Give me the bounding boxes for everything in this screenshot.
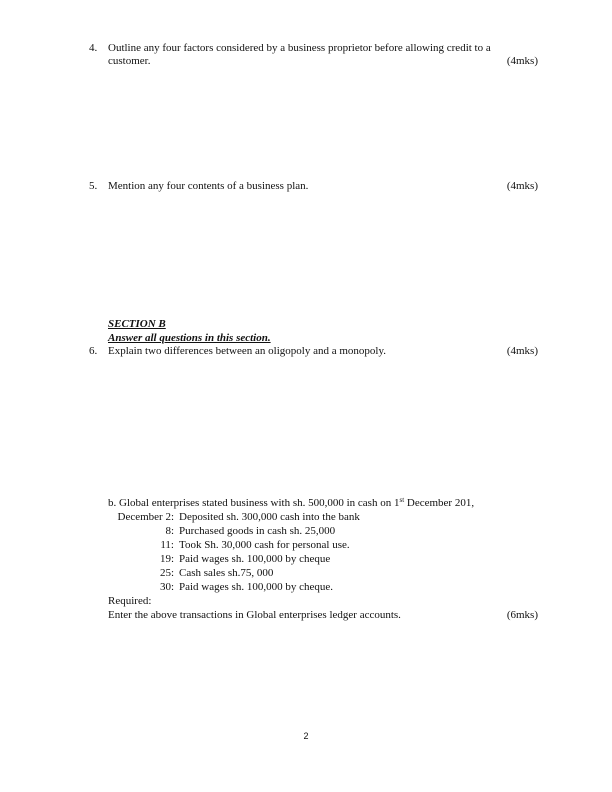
transaction-row — [108, 511, 360, 524]
question-text-continued: customer. — [108, 55, 151, 67]
transaction-row — [108, 539, 350, 552]
transaction-text: Paid wages sh. 100,000 by cheque. — [179, 581, 333, 593]
transaction-text: Deposited sh. 300,000 cash into the bank — [179, 511, 360, 523]
transaction-row — [108, 525, 335, 538]
transaction-date: 11: — [160, 539, 174, 551]
marks-label: (4mks) — [506, 55, 538, 67]
transaction-date: 8: — [165, 525, 174, 537]
transaction-date: 30: — [159, 581, 174, 593]
required-text: Enter the above transactions in Global enterprises ledger accounts. — [108, 609, 401, 621]
transaction-row — [108, 553, 330, 566]
marks-label: (6mks) — [506, 609, 538, 621]
transaction-date: 19: — [159, 553, 174, 565]
intro-text: b. Global enterprises stated business with sh. 500,000 in cash on 1 — [108, 497, 400, 509]
question-number: 5. — [89, 180, 98, 192]
transaction-text: Took Sh. 30,000 cash for personal use. — [179, 539, 350, 551]
required-label: Required: — [108, 595, 152, 607]
section-instruction: Answer all questions in this section. — [108, 332, 271, 344]
page-number: 2 — [303, 731, 309, 741]
question-text: Mention any four contents of a business plan. — [108, 180, 309, 192]
transaction-row — [108, 567, 273, 580]
question-number: 4. — [89, 42, 98, 54]
transaction-date: December 2: — [117, 511, 174, 523]
question-text: Outline any four factors considered by a business proprietor before allowing credit to a — [108, 42, 491, 54]
marks-label: (4mks) — [506, 180, 538, 192]
question-text: Explain two differences between an oligopoly and a monopoly. — [108, 345, 386, 357]
intro-superscript: st — [399, 496, 405, 504]
transaction-date: 25: — [159, 567, 174, 579]
transaction-text: Purchased goods in cash sh. 25,000 — [179, 525, 336, 537]
transaction-row — [108, 581, 333, 594]
marks-label: (4mks) — [506, 345, 538, 357]
transaction-text: Cash sales sh.75, 000 — [179, 567, 274, 579]
part-b-intro — [108, 497, 474, 510]
question-number: 6. — [89, 345, 98, 357]
section-title: SECTION B — [108, 318, 166, 330]
intro-text-end: December 201, — [404, 497, 475, 509]
transaction-text: Paid wages sh. 100,000 by cheque — [179, 553, 331, 565]
